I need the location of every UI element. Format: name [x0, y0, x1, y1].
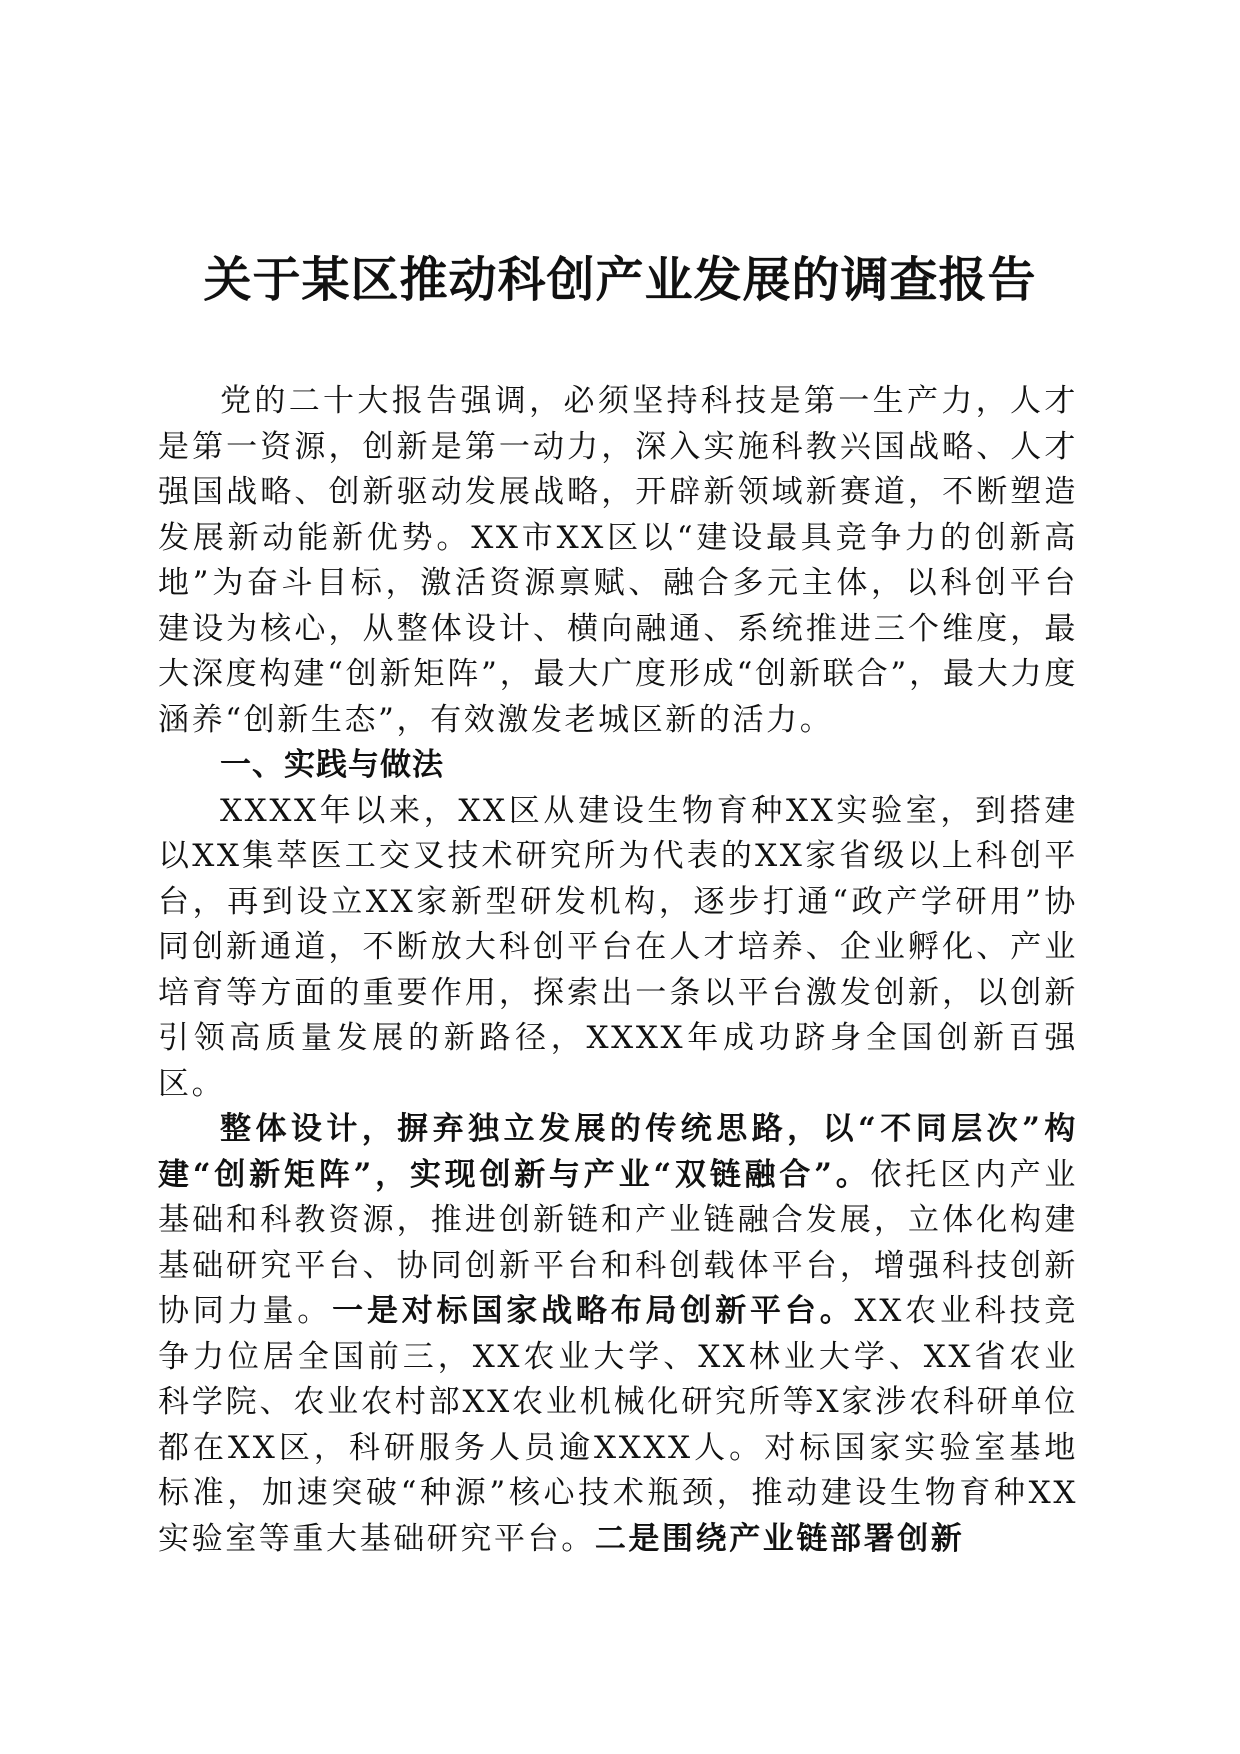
paragraph-text: 依托区内产业基础和科教资源，推进创新链和产业链融合发展，立体化构建基础研究平台、协同创新平台和科创载体平台，增强科技创新协同力量。 — [158, 1156, 1078, 1329]
paragraph-text: XX农业科技竞争力位居全国前三，XX农业大学、XX林业大学、XX省农业科学院、农业农村部XX农业机械化研究所等X家涉农科研单位都在XX区，科研服务人员逾XXXX人。对标国家实验室基地标准，加速突破“种源”核心技术瓶颈，推动建设生物育种XX实验室等重大基础研究平台。 — [158, 1293, 1079, 1557]
paragraph-lead-bold: 整体设计，摒弃独立发展的传统思路，以“不同层次”构建“创新矩阵”，实现创新与产业“双链融合”。 — [158, 1111, 1078, 1193]
document-body — [158, 379, 1078, 1562]
intro-paragraph: 党的二十大报告强调，必须坚持科技是第一生产力，人才是第一资源，创新是第一动力，深入实施科教兴国战略、人才强国战略、创新驱动发展战略，开辟新领域新赛道，不断塑造发展新动能新优势。XX市XX区以“建设最具竞争力的创新高地”为奋斗目标，激活资源禀赋、融合多元主体，以科创平台建设为核心，从整体设计、横向融通、系统推进三个维度，最大深度构建“创新矩阵”，最大广度形成“创新联合”，最大力度涵养“创新生态”，有效激发老城区新的活力。 — [158, 383, 1078, 738]
practice-paragraph-1: XXXX年以来，XX区从建设生物育种XX实验室，到搭建以XX集萃医工交叉技术研究所为代表的XX家省级以上科创平台，再到设立XX家新型研发机构，逐步打通“政产学研用”协同创新通道，不断放大科创平台在人才培养、企业孵化、产业培育等方面的重要作用，探索出一条以平台激发创新，以创新引领高质量发展的新路径，XXXX年成功跻身全国创新百强区。 — [158, 792, 1078, 1102]
section-heading-practice: 一、实践与做法 — [220, 747, 444, 783]
document-title: 关于某区推动科创产业发展的调查报告 — [203, 252, 1037, 308]
point-two-bold: 二是围绕产业链部署创新 — [594, 1520, 965, 1557]
practice-paragraph-2 — [158, 1107, 1078, 1562]
point-one-bold: 一是对标国家战略布局创新平台。 — [332, 1293, 855, 1329]
